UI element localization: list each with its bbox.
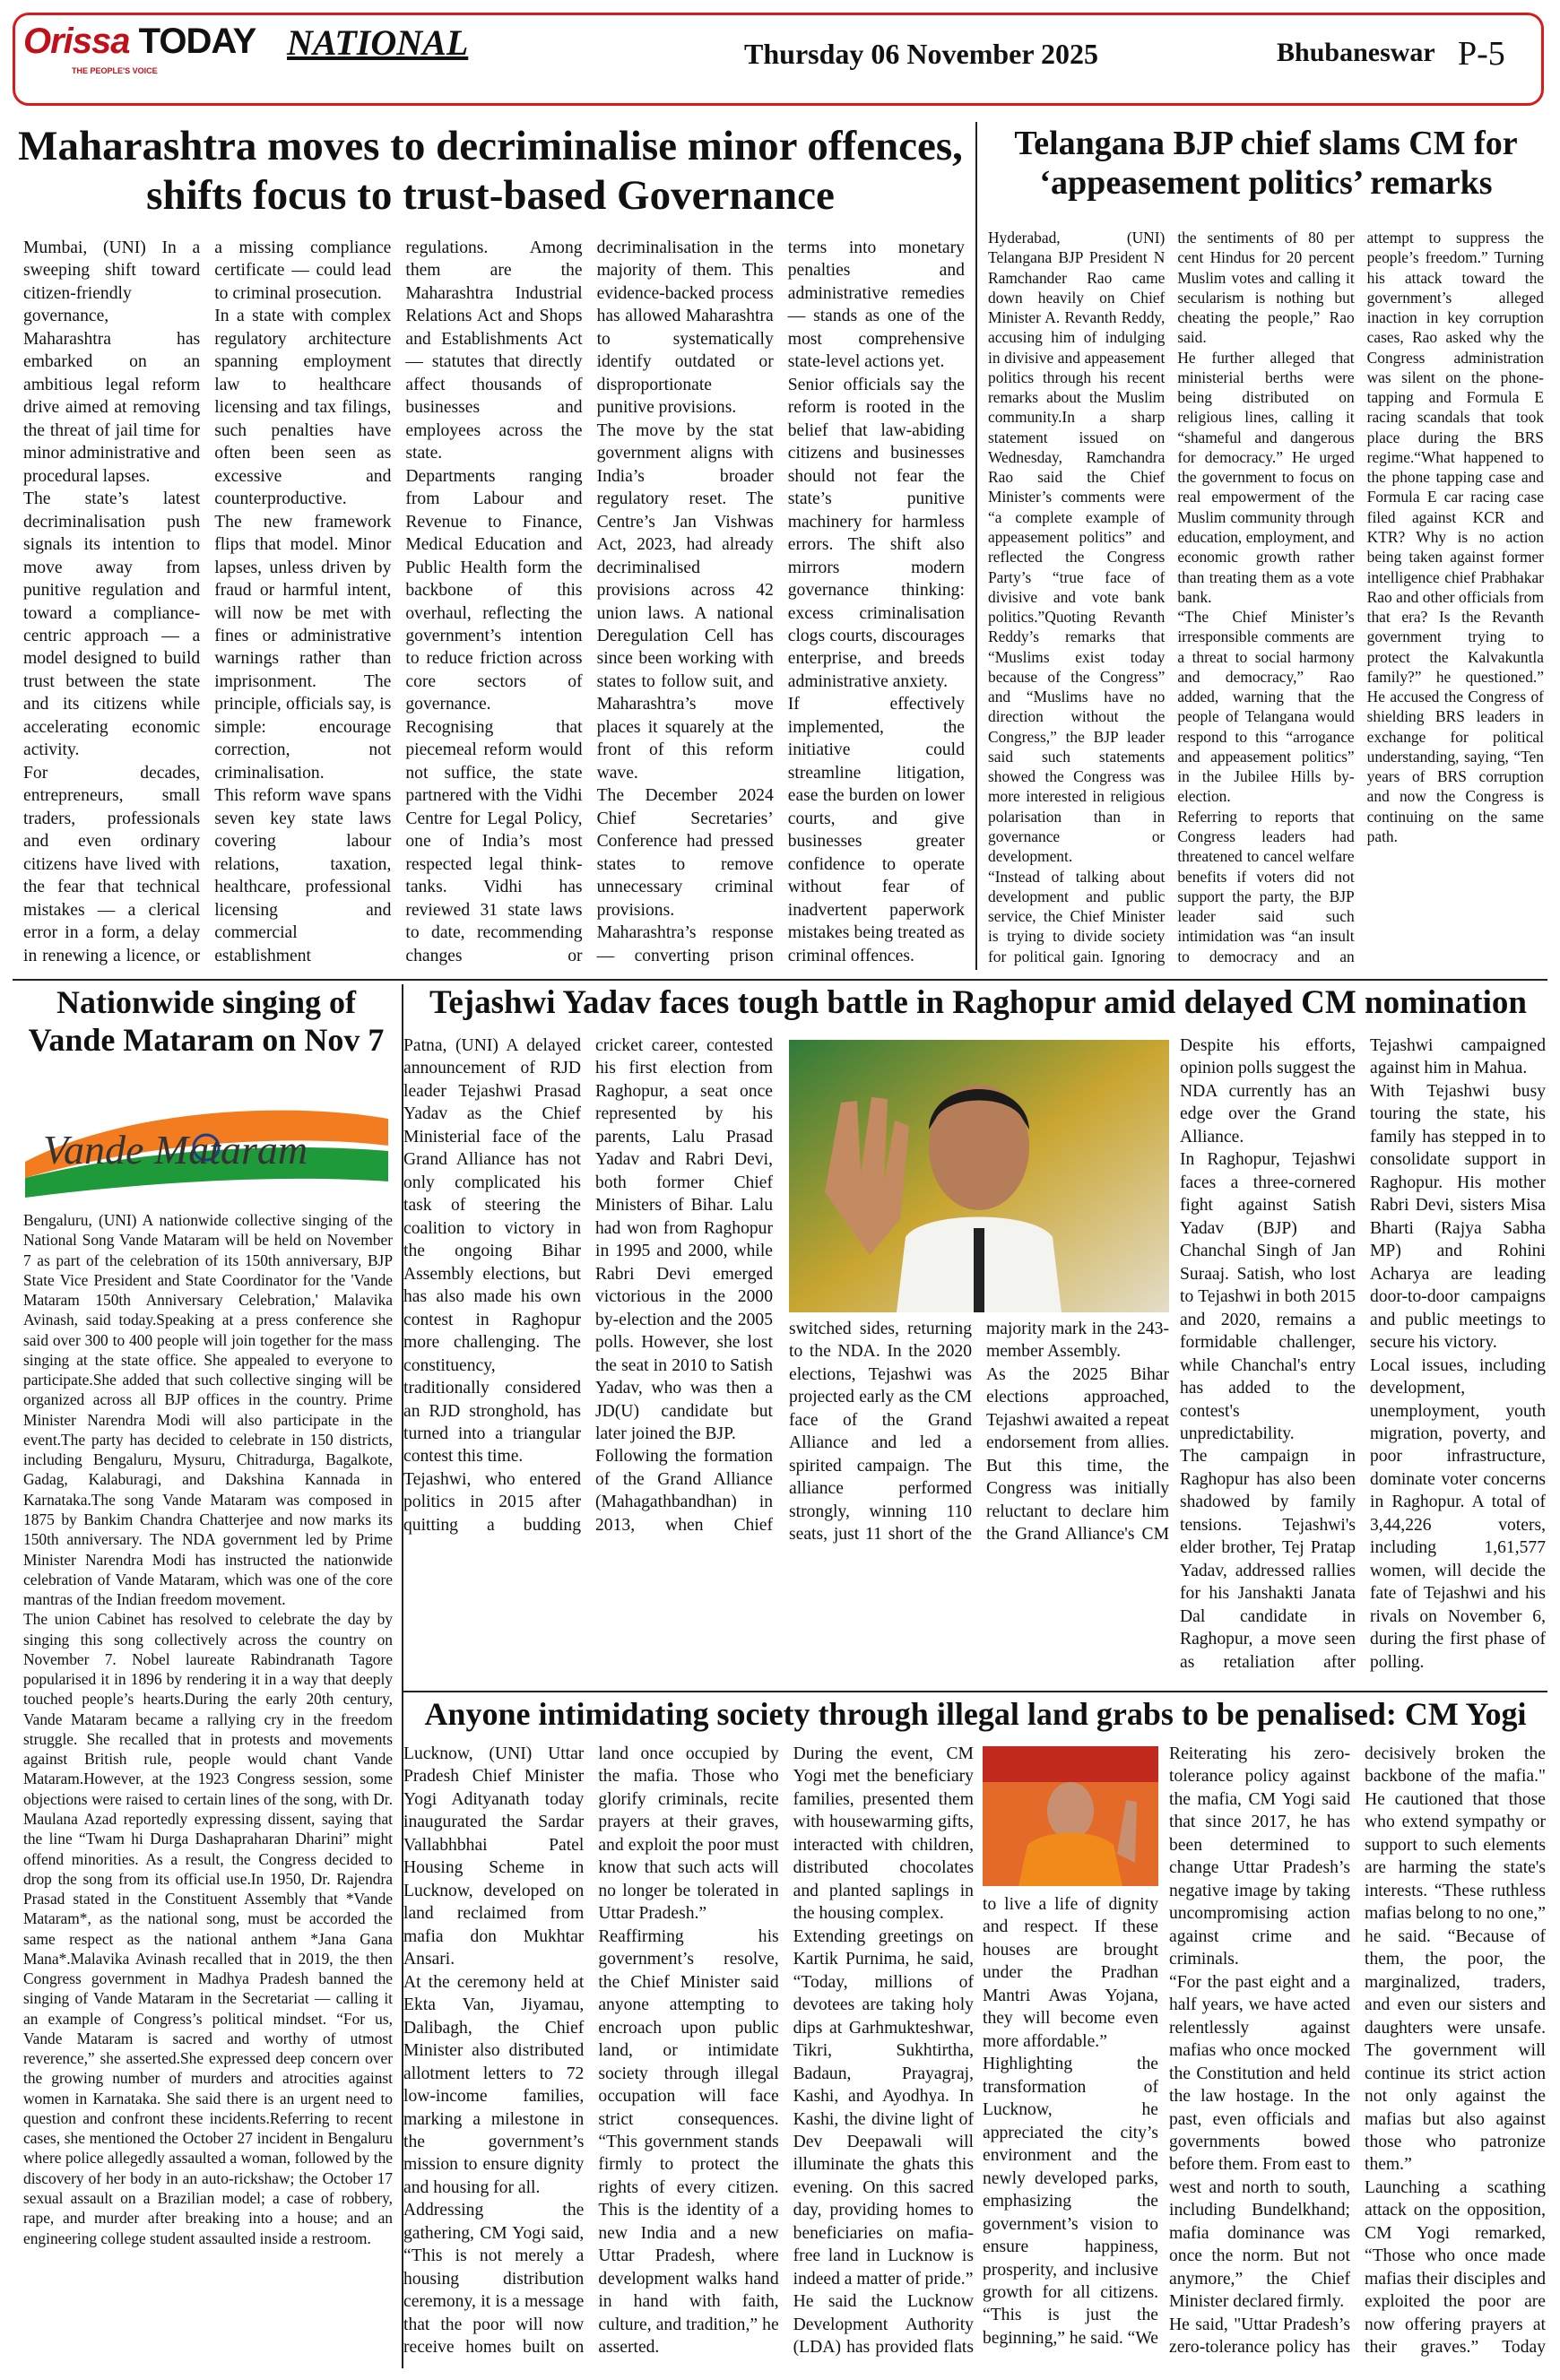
article-paragraph: The campaign in Raghopur has also been shadowed by family tensions. Tejashwi's elder brother, Tej Pratap Yadav, addressed rallies for his Janshakti Janata Dal candidate in Raghopur, a move seen as retaliation after Tejashwi campaigned against him in Mahua. — [1180, 1036, 1546, 1672]
article-paragraph: Lucknow, (UNI) Uttar Pradesh Chief Minister Yogi Adityanath today inaugurated the Sardar Vallabhbhai Patel Housing Scheme in Lucknow, developed on land reclaimed from mafia don Mukhtar Ansari. — [403, 1744, 585, 1969]
article-paragraph: Highlighting the transformation of Lucknow, he appreciated the city’s environment and the newly developed parks, emphasizing the government’s vision to ensure happiness, prosperity, and inclusive growth for all citizens. “This is just the beginning,” he said. “We — [983, 2055, 1158, 2348]
article-paragraph: Following the formation of the Grand Alliance (Mahagathbandhan) in 2013, when Chief — [595, 1447, 773, 1535]
article-paragraph: The new framework flips that model. Minor lapses, unless driven by fraud or harmful intent, will now be met with fines or administrative warnings rather than imprisonment. The principle, officials say, is simple: encourage correction, not criminalisation. — [214, 512, 392, 783]
article-paragraph: The union Cabinet has resolved to celebrate the day by singing this song collectively across the country on November 7. Nobel laureate Rabindranath Tagore popularised it in 1896 by rendering it in a way that deeply touched people’s hearts.During the early 20th century, Vande Mataram became a rallying cry in the freedom struggle. She recalled that in protests and movements against British rule, people would chant Vande Mataram.However, at the 1923 Congress session, some objections were raised to certain lines of the song, with Dr. Maulana Azad reportedly expressing dissent, saying that the line “Twam hi Durga Dashapraharan Dharini” might offend minorities. As a result, the Congress decided to drop the song from its official use.In 1950, Dr. Rajendra Prasad stated in the Constituent Assembly that *Vande Mataram*, as the national song, must be accorded the same respect as the national anthem *Jana Gana Mana*.Malavika Avinash recalled that in 2019, the then Congress government in Madhya Pradesh banned the singing of Vande Mataram in the Secretariat — calling it an example of Congress’s political mindset. “For us, Vande Mataram is sacred and worthy of utmost reverence,” she asserted.She expressed deep concern over the growing number of murders and atrocities against women in Karnataka. She said there is an urgent need to question and confront these incidents.Referring to recent cases, she mentioned the October 27 incident in Bengaluru where police allegedly assaulted a woman, followed by the discovery of her body in an auto-rickshaw; the October 17 sexual assault on a Brazilian model; a case of robbery, rape, and murder after breaking into a house; and an engineering college student assaulted inside a restroom. — [23, 1610, 393, 2247]
article-paragraph: Referring to reports that Congress leaders had threatened to cancel welfare benefits if voters did not support the party, the BJP leader said such intimidation was “an insult to democracy and an attempt to suppress the people’s freedom.” Turning his attack toward the government’s alleged inaction in key corruption cases, Rao asked why the Congress administration was silent on the phone-tapping and Formula E racing scandals that took place during the BRS regime.“What happened to the phone tapping case and Formula E car racing case filed against KCR and KTR? Why is no action being taken against former intelligence chief Prabhakar Rao and other officials from that era? Is the Revanth government trying to protect the Kalvakuntla family?” he questioned.” He accused the Congress of shielding BRS leaders in exchange for political understanding, saying, “Ten years of BRS corruption and now the Congress is continuing on the same path. — [1177, 229, 1544, 965]
vande-mataram-banner — [16, 1092, 394, 1199]
article-paragraph: He said, "Uttar Pradesh’s zero-tolerance policy has decisively broken the backbone of the mafia." He cautioned that those who extend sympathy or support to such elements are harming the state's interests. “These ruthless mafias belong to no one,” he said. “Because of them, the poor, the marginalized, traders, and even our sisters and daughters were unsafe. The government will continue its strict action not only against the mafias but also against those who patronize them.” — [1169, 1744, 1546, 2358]
article-paragraph: Reiterating his zero-tolerance policy against the mafia, CM Yogi said that since 2017, he has been determined to change Uttar Pradesh’s negative image by taking uncompromising action against crime and criminals. — [1169, 1744, 1350, 1969]
issue-date: Thursday 06 November 2025 — [744, 38, 1098, 70]
article-paragraph: Departments ranging from Labour and Revenue to Finance, Medical Education and Public Health form the backbone of this overhaul, reflecting the government’s intention to reduce friction across core sectors of governance. — [405, 466, 583, 714]
article-paragraph: With Tejashwi busy touring the state, his family has stepped in to consolidate support in Raghopur. His mother Rabri Devi, sisters Misa Bharti (Rajya Sabha MP) and Rohini Acharya are leading door-to-door campaigns and public meetings to secure his victory. — [1370, 1081, 1546, 1353]
banner-text: Vande Mataram — [43, 1127, 308, 1173]
telangana-article-body — [988, 228, 1544, 970]
article-paragraph: Mumbai, (UNI) In a sweeping shift toward citizen-friendly governance, Maharashtra has embarked on an ambitious legal reform drive aimed at removing the threat of jail time for minor administrative and procedural lapses. — [23, 238, 201, 486]
page-number: P-5 — [1458, 35, 1505, 73]
article-paragraph: For decades, entrepreneurs, small traders, professionals and even ordinary citizens have lived with the fear that technical mistakes — a clerical error in a form, a delay in renewing a licence, or a missing compliance certificate — could lead to criminal prosecution. — [23, 238, 392, 965]
tejashwi-headline: Tejashwi Yadav faces tough battle in Raghopur amid delayed CM nomination — [429, 984, 1527, 1021]
logo-tagline: THE PEOPLE'S VOICE — [72, 66, 158, 75]
article-paragraph: to live a life of dignity and respect. If these houses are brought under the Pradhan Mantri Awas Yojana, they will become even more affordable.” — [983, 1895, 1158, 2051]
article-paragraph: He further alleged that ministerial berths were being distributed on religious lines, calling it “shameful and dangerous for democracy.” He urged the government to focus on real empowerment of the Muslim community through education, employment, and economic growth rather than treating them as a vote bank. — [1177, 348, 1355, 606]
article-paragraph: If effectively implemented, the initiative could streamline litigation, ease the burden on lower courts, and give businesses greater confidence to operate without fear of inadvertent paperwork mistakes being treated as criminal offences. — [787, 695, 965, 965]
article-paragraph: “For the past eight and a half years, we have acted relentlessly against mafias who once mocked the Constitution and held the law hostage. In the past, even officials and governments bowed before them. From east to west and north to south, including Bundelkhand; mafia dominance was once the norm. But not anymore,” the Chief Minister declared firmly. — [1169, 1972, 1350, 2312]
article-paragraph: As the 2025 Bihar elections approached, Tejashwi awaited a repeat endorsement from allies. But this time, the Congress was initially reluctant to declare him the Grand Alliance's CM — [986, 1364, 1169, 1545]
horizontal-divider — [403, 1691, 1547, 1692]
article-paragraph: Patna, (UNI) A delayed announcement of RJD leader Tejashwi Prasad Yadav as the Chief Ministerial face of the Grand Alliance has not only complicated his task of steering the coalition to victory in the ongoing Bihar Assembly elections, but has also made his own contest in Raghopur more challenging. The constituency, traditionally considered an RJD stronghold, has turned into a triangular contest this time. — [403, 1036, 581, 1467]
article-paragraph: During the event, CM Yogi met the beneficiary families, presented them with housewarming gifts, interacted with children, distributed chocolates and planted saplings in the housing complex. — [793, 1744, 974, 1924]
horizontal-divider — [13, 979, 1547, 981]
tejashwi-article-right — [1180, 1034, 1546, 1689]
vande-mataram-headline: Nationwide singing of Vande Mataram on Nov 7 — [28, 984, 385, 1058]
article-paragraph: The December 2024 Chief Secretaries’ Conference had pressed states to remove unnecessary criminal provisions. Maharashtra’s response — converting prison terms into monetary penalties and administrative remedies — stands as one of the most comprehensive state-level actions yet. — [596, 238, 965, 965]
logo-word-orissa: Orissa — [23, 22, 130, 61]
article-paragraph: He said the Lucknow Development Authority (LDA) has provided flats — [793, 2292, 974, 2358]
article-paragraph: Despite his efforts, opinion polls suggest the NDA currently has an edge over the Grand Alliance. — [1180, 1036, 1356, 1147]
tejashwi-article-mid — [789, 1318, 1169, 1549]
tejashwi-article-left — [403, 1034, 773, 1540]
orissa-today-logo — [23, 22, 256, 75]
article-paragraph: Local issues, including development, unemployment, youth migration, poverty, and poor infrastructure, dominate voter concerns in Raghopur. A total of 3,44,226 voters, including 1,61,577 women, will decide the fate of Tejashwi and his rivals on November 6, during the first phase of polling. — [1370, 1355, 1546, 1672]
article-paragraph: switched sides, returning to the NDA. In the 2020 elections, Tejashwi was projected early as the CM face of the Grand Alliance and led a spirited campaign. The alliance performed strongly, winning 110 seats, just 11 short of the majority mark in the 243-member Assembly. — [789, 1320, 1169, 1545]
tejashwi-photo — [789, 1040, 1169, 1312]
article-paragraph: In a state with complex regulatory architecture spanning employment law to healthcare licensing and tax filings, such penalties have often been seen as excessive and counterproductive. — [214, 307, 392, 509]
article-paragraph: Bengaluru, (UNI) A nationwide collective singing of the National Song Vande Mataram will be held on November 7 as part of the celebration of its 150th anniversary, BJP State Vice President and State Coordinator for the 'Vande Mataram 150th Anniversary Celebration,' Malavika Avinash, said today.Speaking at a press conference she said over 300 to 400 people will join together for the mass singing at the state office. She appealed to everyone to participate.She added that such collective singing will be organized across all BJP offices in the country. Prime Minister Narendra Modi will also participate in the event.The party has decided to celebrate in 150 districts, including Bengaluru, Mysuru, Chitradurga, Bagalkote, Gadag, Kalaburagi, and Dakshina Kannada in Karnataka.The song Vande Mataram was composed in 1875 by Bankim Chandra Chatterjee and now marks its 150th anniversary. The NDA government led by Prime Minister Narendra Modi has instructed the nationwide celebration of Vande Mataram, which was one of the core mantras of the Indian freedom movement. — [23, 1211, 393, 1609]
yogi-article-mid — [983, 1893, 1158, 2367]
article-paragraph: Tejashwi, who entered politics in 2015 after quitting a budding cricket career, contested his first election from Raghopur, a seat once represented by his parents, Lalu Prasad Yadav and Rabri Devi, both former Chief Ministers of Bihar. Lalu had won from Raghopur in 1995 and 2000, while Rabri Devi emerged victorious in the 2000 by-election and the 2005 polls. However, she lost the seat in 2010 to Satish Yadav, who was then a JD(U) candidate but later joined the BJP. — [403, 1036, 773, 1535]
article-paragraph: “Instead of talking about development and public service, the Chief Minister is trying to divide society for political gain. Ignoring the sentiments of 80 per cent Hindus for 20 percent Muslim votes and calling it secularism is nothing but cheating the people,” Rao said. — [988, 229, 1355, 965]
article-paragraph: Recognising that piecemeal reform would not suffice, the state partnered with the Vidhi Centre for Legal Policy, one of India’s most respected legal think-tanks. Vidhi has reviewed 31 state laws to date, recommending changes or decriminalisation in the majority of them. This evidence-backed process has allowed Maharashtra to systematically identify outdated or disproportionate punitive provisions. — [405, 238, 774, 965]
article-paragraph: Hyderabad, (UNI) Telangana BJP President N Ramchander Rao came down heavily on Chief Minister A. Revanth Reddy, accusing him of indulging in divisive and appeasement politics through his recent remarks about the Muslim community.In a sharp statement issued on Wednesday, Ramchandra Rao said the Chief Minister’s comments were “a complete example of appeasement politics” and reflected the Congress Party’s “true face of divisive and vote bank politics.”Quoting Revanth Reddy’s remarks that “Muslims exist today because of the Congress” and “Muslims have no direction without the Congress,” the BJP leader said such statements showed the Congress was more interested in religious polarisation than in governance or development. — [988, 229, 1166, 866]
yogi-article-right — [1169, 1743, 1546, 2367]
article-paragraph: Launching a scathing attack on the opposition, CM Yogi remarked, “Those who once made mafias their disciples and exploited the poor are now offering prayers at their graves.” Today — [1365, 2177, 1546, 2358]
yogi-article-left — [403, 1743, 974, 2367]
article-paragraph: In Raghopur, Tejashwi faces a three-cornered fight against Satish Yadav (BJP) and Chanchal Singh of Jan Suraaj. Satish, who lost to Tejashwi in both 2015 and 2020, remains a formidable challenger, while Chanchal's entry has added to the contest's unpredictability. — [1180, 1150, 1356, 1443]
article-paragraph: At the ceremony held at Ekta Van, Jiyamau, Dalibagh, the Chief Minister also distributed allotment letters to 72 low-income families, marking a milestone in the government’s mission to ensure dignity and housing for all. — [403, 1972, 585, 2197]
yogi-headline: Anyone intimidating society through illegal land grabs to be penalised: CM Yogi — [424, 1696, 1527, 1732]
edition-city: Bhubaneswar — [1277, 38, 1435, 67]
article-paragraph: “The Chief Minister’s irresponsible comments are a threat to social harmony and democracy,” Rao added, warning that the people of Telangana would respond to this “arrogance and appeasement politics” in the Jubilee Hills by-election. — [1177, 608, 1355, 806]
section-name: NATIONAL — [287, 22, 469, 63]
maharashtra-headline: Maharashtra moves to decriminalise minor offences, shifts focus to trust-based Governance — [18, 123, 963, 219]
article-paragraph: This reform wave spans seven key state laws covering labour relations, taxation, healthcare, professional licensing and commercial establishment regulations. Among them are the Maharashtra Industrial Relations Act and Shops and Establishments Act — statutes that directly affect thousands of businesses and employees across the state. — [214, 238, 583, 965]
vande-mataram-article-body — [23, 1210, 393, 2367]
yogi-photo — [983, 1746, 1158, 1886]
article-paragraph: Reaffirming his government’s resolve, the Chief Minister said anyone attempting to encroach upon public land, or intimidate society through illegal occupation will face strict consequences. “This government stands firmly to protect the rights of every citizen. This is the identity of a new India and a new Uttar Pradesh, where development walks hand in hand with faith, culture, and tradition,” he asserted. — [598, 1926, 779, 2358]
maharashtra-article-body — [23, 237, 965, 970]
telangana-headline: Telangana BJP chief slams CM for ‘appeasement politics’ remarks — [1014, 125, 1518, 203]
column-divider — [975, 122, 977, 970]
logo-word-today: TODAY — [138, 22, 256, 61]
article-paragraph: The state’s latest decriminalisation push signals its intention to move away from punitive regulation and toward a compliance-centric approach — a model designed to build trust between the state and its citizens while accelerating economic activity. — [23, 489, 201, 760]
article-paragraph: Addressing the gathering, CM Yogi said, “This is not merely a housing distribution ceremony, it is a message that the poor will now receive homes built on land once occupied by the mafia. Those who glorify criminals, recite prayers at their graves, and exploit the poor must know that such acts will no longer be tolerated in Uttar Pradesh.” — [403, 1744, 779, 2358]
article-paragraph: Extending greetings on Kartik Purnima, he said, “Today, millions of devotees are taking holy dips at Garhmukteshwar, Tikri, Sukhtirtha, Badaun, Prayagraj, Kashi, and Ayodhya. In Kashi, the divine light of Dev Deepawali will illuminate the ghats this evening. On this sacred day, providing homes to beneficiaries on mafia-free land in Lucknow is indeed a matter of pride.” — [793, 1926, 974, 2289]
article-paragraph: Senior officials say the reform is rooted in the belief that law-abiding citizens and businesses should not fear the state’s punitive machinery for harmless errors. The shift also mirrors modern governance thinking: excess criminalisation clogs courts, discourages enterprise, and breeds administrative anxiety. — [787, 375, 965, 691]
article-paragraph: The move by the stat government aligns with India’s broader regulatory reset. The Centre’s Jan Vishwas Act, 2023, had already decriminalised provisions across 42 union laws. A national Deregulation Cell has since been working with states to follow suit, and Maharashtra’s move places it squarely at the front of this reform wave. — [596, 420, 774, 783]
